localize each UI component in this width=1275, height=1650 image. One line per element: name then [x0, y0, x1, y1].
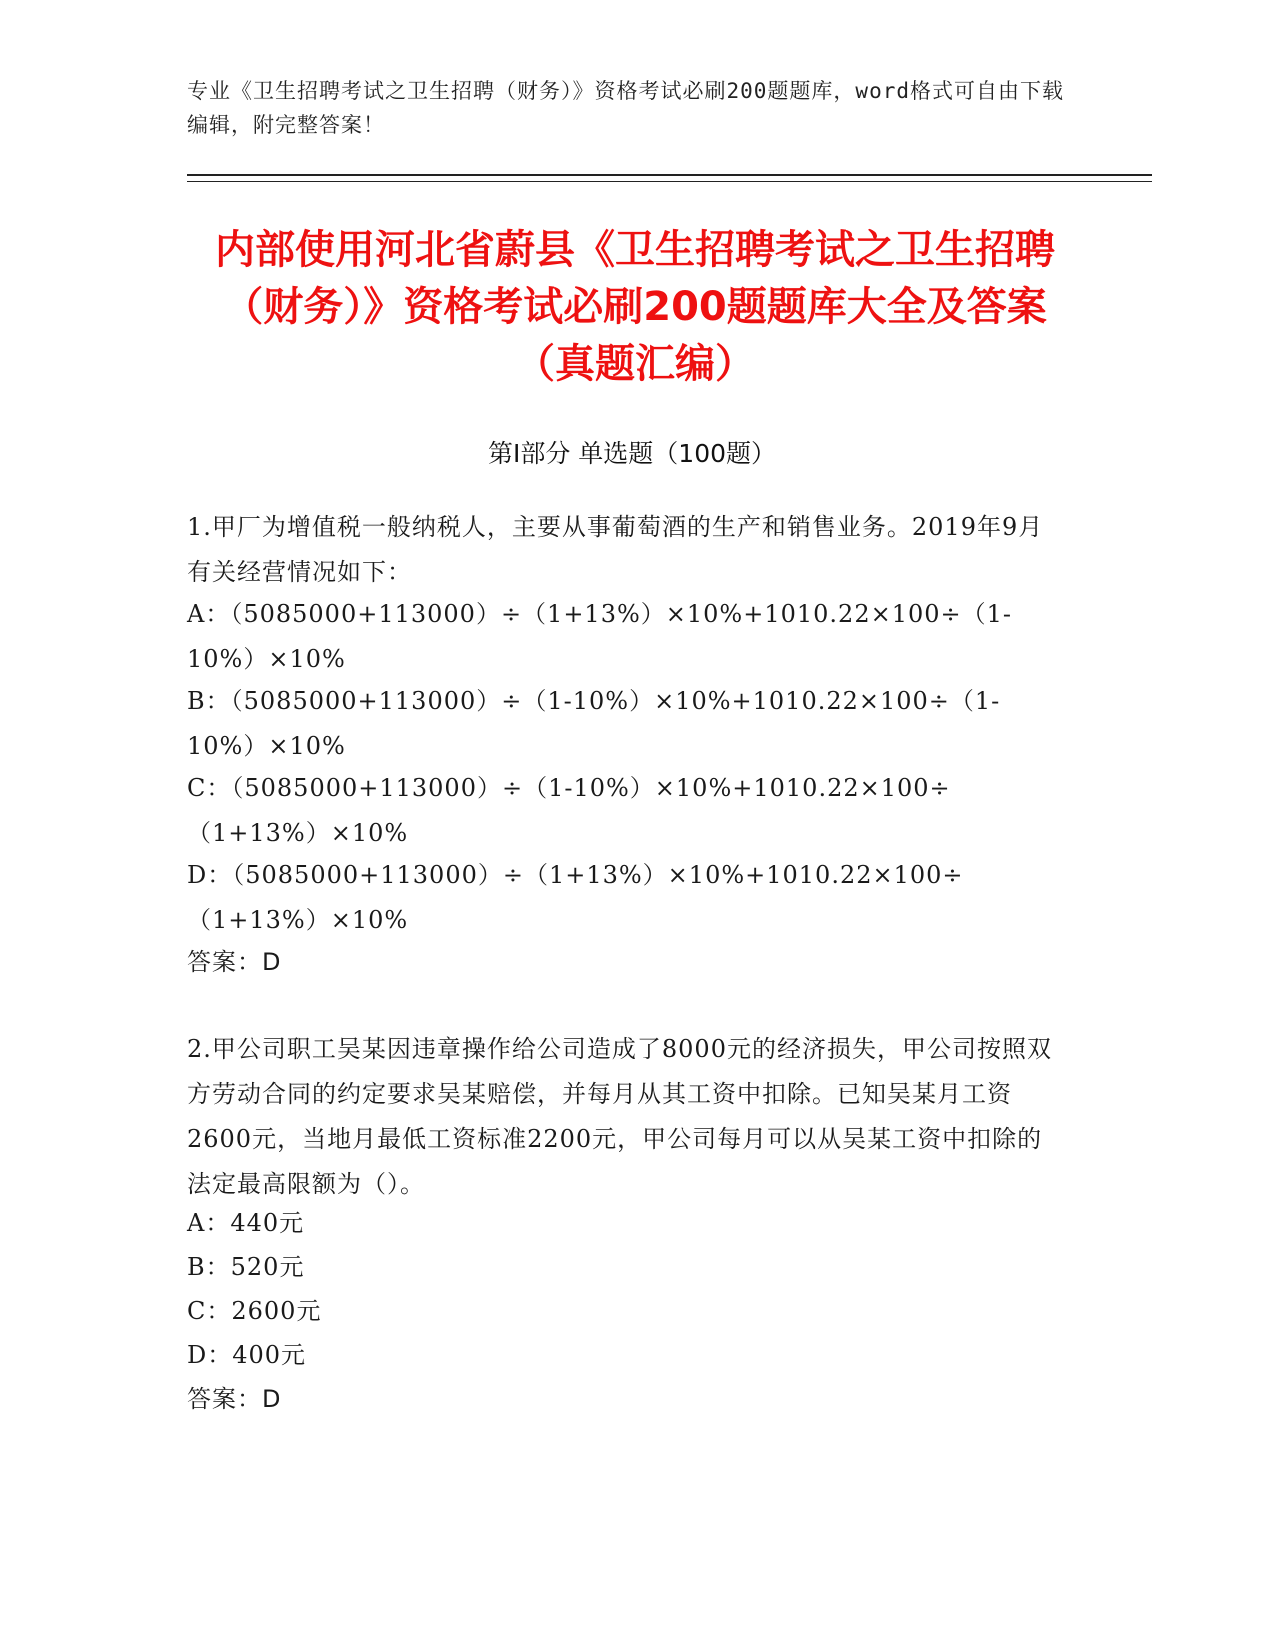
question-1-answer: 答案：D: [187, 948, 282, 976]
question-1-option-d: D：（5085000+113000）÷（1+13%）×10%+1010.22×100÷（1+13%）×10%: [187, 861, 964, 934]
question-2-option-d: D：400元: [187, 1341, 307, 1369]
question-2-option-c: C：2600元: [187, 1297, 322, 1325]
question-2-option-a: A：440元: [187, 1209, 305, 1237]
question-2-answer: 答案：D: [187, 1385, 282, 1413]
question-1-option-a: A：（5085000+113000）÷（1+13%）×10%+1010.22×100÷（1-10%）×10%: [187, 600, 1012, 673]
question-1-option-c: C：（5085000+113000）÷（1-10%）×10%+1010.22×100÷（1+13%）×10%: [187, 774, 951, 847]
document-title: 内部使用河北省蔚县《卫生招聘考试之卫生招聘（财务）》资格考试必刷200题题库大全及答案（真题汇编）: [215, 227, 1055, 387]
header-note: 专业《卫生招聘考试之卫生招聘（财务）》资格考试必刷200题题库，word格式可自由下载编辑，附完整答案！: [187, 79, 1064, 137]
question-1-option-b: B：（5085000+113000）÷（1-10%）×10%+1010.22×100÷（1-10%）×10%: [187, 687, 1001, 760]
section-heading: 第I部分 单选题（100题）: [487, 439, 777, 468]
question-2-stem: 2.甲公司职工吴某因违章操作给公司造成了8000元的经济损失，甲公司按照双方劳动合同的约定要求吴某赔偿，并每月从其工资中扣除。已知吴某月工资2600元，当地月最低工资标准2200元，甲公司每月可以从吴某工资中扣除的法定最高限额为（）。: [187, 1035, 1052, 1198]
question-1-stem: 1.甲厂为增值税一般纳税人，主要从事葡萄酒的生产和销售业务。2019年9月有关经营情况如下：: [187, 513, 1044, 586]
header-divider-thick: [187, 174, 1152, 176]
header-divider-thin: [187, 181, 1152, 182]
question-2-option-b: B：520元: [187, 1253, 305, 1281]
